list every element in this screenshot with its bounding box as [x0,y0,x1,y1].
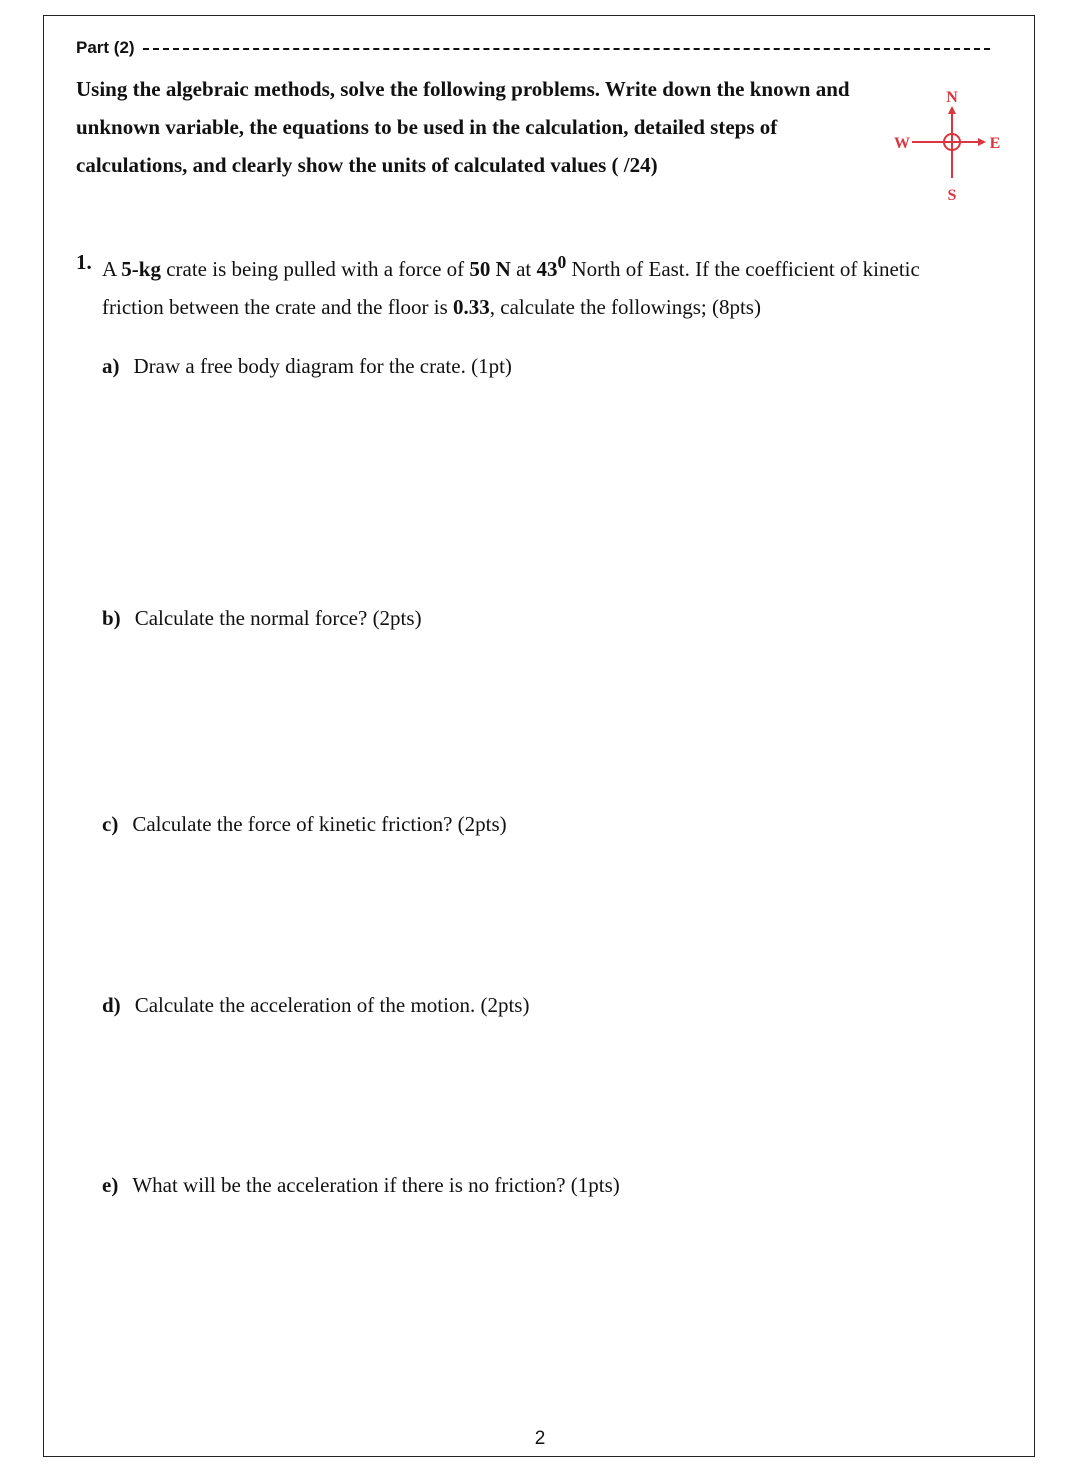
compass-west-label: W [894,135,910,152]
part-label: Part (2) [76,38,135,57]
part-header [76,36,990,60]
north-arrowhead [948,106,956,114]
mass-value: 5-kg [121,257,161,281]
question-number: 1. [76,250,92,274]
compass-rose-icon [888,82,1018,206]
question-1-text: A 5-kg crate is being pulled with a force of 50 N at $43^0$ North of East. If the coefficient of kinetic friction between the crate and the floor is 0.33, calculate the followings; (8pts) [102,252,920,319]
coefficient-value: 0.33 [453,295,490,319]
page-number: 2 [534,1428,546,1449]
subquestion-c: c) Calculate the force of kinetic friction? (2pts) [102,812,507,836]
angle-value: $43^0$ [536,252,567,281]
instructions-text: Using the algebraic methods, solve the following problems. Write down the known and unknown variable, the equations to be used in the calculation, detailed steps of calculations, and clearly show the units of calculated values ( /24) [76,77,850,177]
subquestion-e: e) What will be the acceleration if there is no friction? (1pts) [102,1173,620,1197]
subquestion-a: a) Draw a free body diagram for the crate. (1pt) [102,354,512,378]
page-border [43,15,1035,1457]
question-1 [76,243,956,326]
subquestion-b: b) Calculate the normal force? (2pts) [102,606,422,630]
compass-east-label: E [989,135,1001,152]
force-value: 50 N [469,257,511,281]
east-arrowhead [978,138,986,146]
compass-south-label: S [947,187,957,204]
compass-north-label: N [946,89,958,106]
subquestion-d: d) Calculate the acceleration of the motion. (2pts) [102,993,530,1017]
dashed-separator [143,48,990,50]
